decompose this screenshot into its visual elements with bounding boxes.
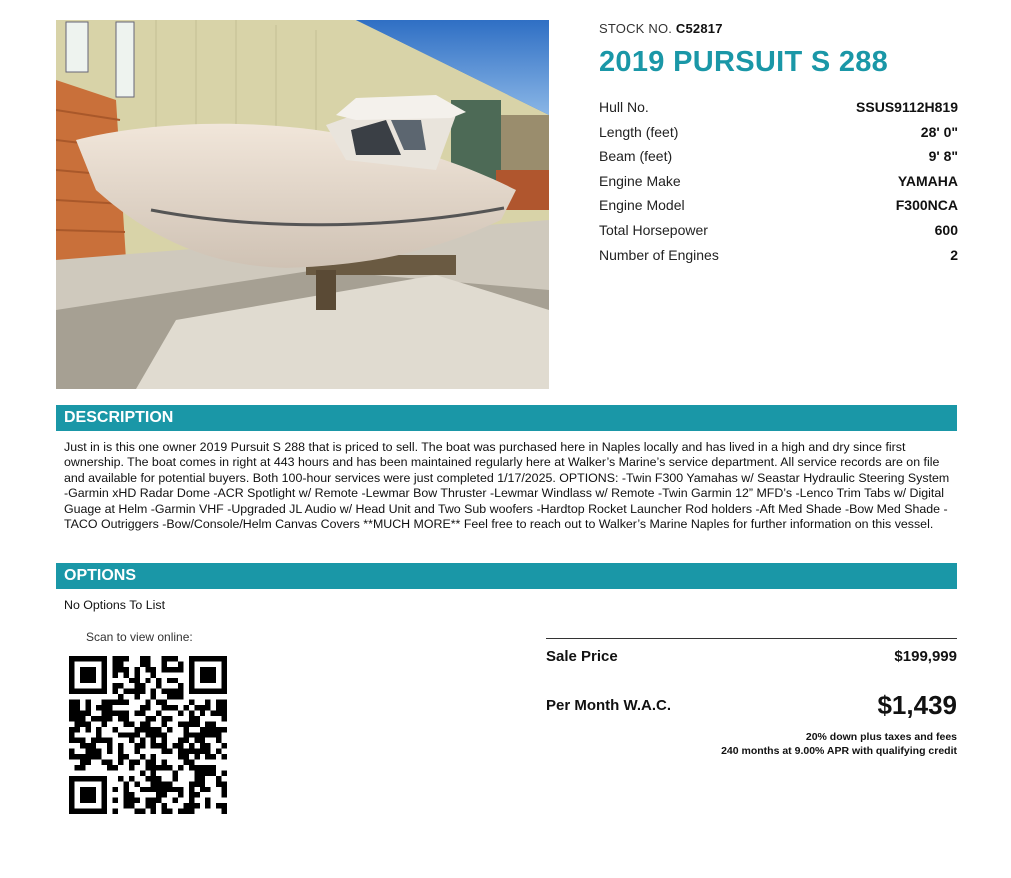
stock-number [599,21,723,36]
sale-price-label: Sale Price [546,648,618,665]
spec-value: 28' 0" [920,123,958,140]
financing-terms-line-1: 20% down plus taxes and fees [805,731,957,743]
spec-label: Engine Make [599,172,681,189]
monthly-price-row [546,690,957,721]
spec-label: Total Horsepower [599,221,708,238]
spec-label: Number of Engines [599,246,719,263]
description-text: Just in is this one owner 2019 Pursuit S 288 that is priced to sell. The boat was purchased here in Naples locally and has lived in a high and dry since first ownership. The boat comes in right at 443 hours and has been maintained regularly here at Walker’s Marine’s service department. All service records are on file and available for potential buyers. Both 100-hour services were just completed 1/17/2025. OPTIONS: -Twin F300 Yamahas w/ Seastar Hydraulic Steering System -Garmin xHD Radar Dome -ACR Spotlight w/ Remote -Lewmar Bow Thruster -Lewmar Windlass w/ Remote -Twin Garmin 12” MFD’s -Lenco Trim Tabs w/ Digital Guage at Helm -Garmin VHF -Upgraded JL Audio w/ Head Unit and Two Sub woofers -Hardtop Rocket Launcher Rod holders -Aft Med Shade -Bow Med Shade -TACO Outriggers -Bow/Console/Helm Canvas Covers **MUCH MORE** Feel free to reach out to Walker’s Marine Naples for further information on this vessel. [64,440,950,532]
spec-value: F300NCA [895,197,958,214]
spec-row-hull [599,97,958,122]
stock-value: C52817 [675,21,723,36]
listing-title: 2019 PURSUIT S 288 [599,46,889,78]
spec-row-engines [599,245,958,270]
financing-terms [546,730,957,758]
qr-code-icon[interactable] [69,656,227,814]
specs-table [599,97,958,269]
spec-value: YAMAHA [897,172,958,189]
options-heading: OPTIONS [56,563,957,589]
price-divider [546,638,957,639]
qr-caption: Scan to view online: [86,630,193,644]
spec-row-beam [599,146,958,171]
spec-label: Hull No. [599,99,649,115]
spec-value: 600 [934,221,958,238]
spec-value: 9' 8" [928,148,958,165]
monthly-price-label: Per Month W.A.C. [546,697,671,714]
sale-price-row [546,648,957,665]
financing-terms-line-2: 240 months at 9.00% APR with qualifying credit [721,745,957,757]
options-text: No Options To List [64,598,166,612]
spec-label: Engine Model [599,197,685,214]
spec-row-engine-make [599,171,958,196]
description-heading: DESCRIPTION [56,405,957,431]
spec-value: 2 [950,246,958,263]
spec-row-engine-model [599,195,958,220]
monthly-price-value: $1,439 [877,690,957,720]
boat-photo [56,20,549,389]
stock-label: STOCK NO. [599,21,673,36]
spec-label: Length (feet) [599,123,679,140]
spec-row-length [599,122,958,147]
boat-photo-illustration [56,20,549,389]
spec-row-horsepower [599,220,958,245]
sale-price-value: $199,999 [894,648,957,665]
spec-label: Beam (feet) [599,148,673,165]
spec-value: SSUS9112H819 [856,99,958,115]
